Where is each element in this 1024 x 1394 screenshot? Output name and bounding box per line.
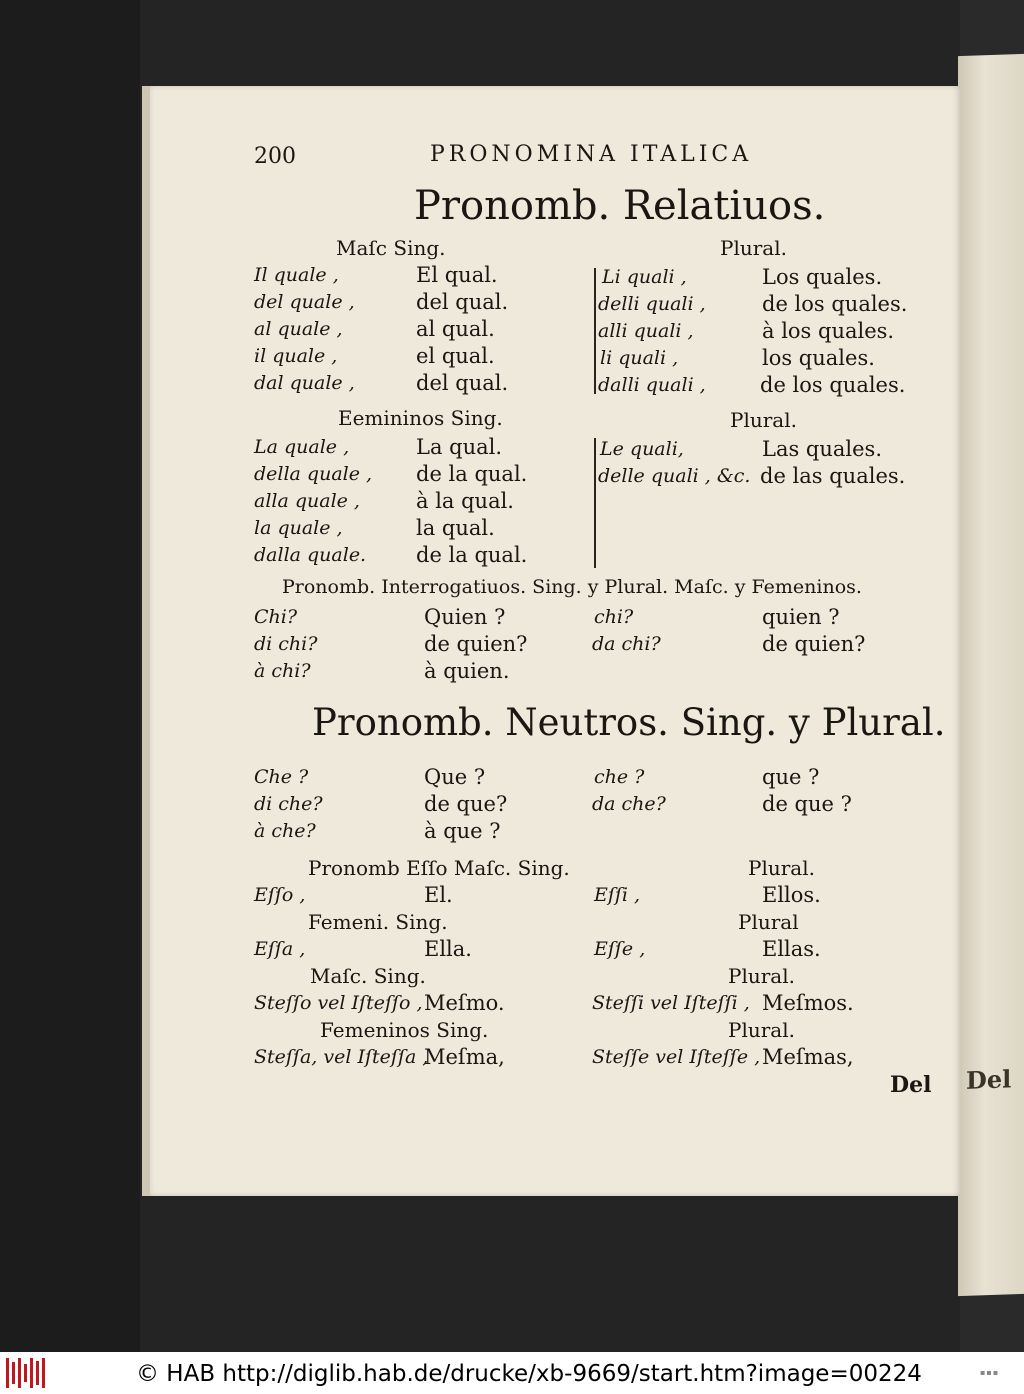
list-item-it: alli quali , [598,320,694,342]
list-item-es: que ? [762,765,820,789]
list-item-it: dalli quali , [598,374,706,396]
stesso-es: Meſmo. [424,991,505,1015]
essa-label: Femeni. Sing. [308,910,448,934]
column-rule [594,268,596,394]
list-item-it: delli quali , [598,293,706,315]
list-item-it: à chi? [254,660,311,682]
stessa-es: Meſma, [424,1045,505,1069]
masc-sing-label: Maſc Sing. [336,236,446,260]
list-item-es: de la qual. [416,543,528,567]
list-item-es: à la qual. [416,489,514,513]
list-item-it: La quale , [254,436,350,458]
list-item-es: quien ? [762,605,840,629]
page-edge [142,86,150,1196]
stessa-label: Femeninos Sing. [320,1018,489,1042]
list-item-it: alla quale , [254,490,360,512]
stessa-it: Steſſa, vel Iſteſſa , [254,1046,429,1068]
list-item-it: Li quali , [602,266,687,288]
list-item-it: chi? [594,606,634,628]
relativos-title: Pronomb. Relatiuos. [414,183,826,229]
list-item-es: à los quales. [762,319,895,343]
list-item-it: dal quale , [254,372,355,394]
list-item-it: Chi? [254,606,298,628]
footer-mark: ▪▪▪ [980,1368,1000,1377]
esse-it: Eſſe , [594,938,646,960]
stesse-it: Steſſe vel Iſteſſe , [592,1046,761,1068]
list-item-it: li quali , [600,347,679,369]
essa-plural-label: Plural [738,910,799,934]
list-item-it: Che ? [254,766,309,788]
hab-logo-icon [6,1358,46,1388]
stessa-plural-label: Plural. [728,1018,795,1042]
book-page [142,86,960,1196]
essi-es: Ellos. [762,883,821,907]
list-item-es: Los quales. [762,265,883,289]
list-item-it: al quale , [254,318,343,340]
esso-label: Pronomb Eſſo Maſc. Sing. [308,856,570,880]
list-item-es: del qual. [416,290,509,314]
esse-es: Ellas. [762,937,821,961]
list-item-es: de los quales. [762,292,908,316]
stessi-it: Steſſi vel Iſteſſi , [592,992,750,1014]
list-item-es: del qual. [416,371,509,395]
list-item-es: de quien? [424,632,528,656]
list-item-es: de que? [424,792,508,816]
stesso-it: Steſſo vel Iſteſſo , [254,992,423,1014]
esso-es: El. [424,883,453,907]
list-item-it: del quale , [254,291,355,313]
stesso-label: Maſc. Sing. [310,964,426,988]
list-item-it: dalla quale. [254,544,367,566]
esso-plural-label: Plural. [748,856,815,880]
list-item-es: de los quales. [760,373,906,397]
list-item-es: al qual. [416,317,495,341]
list-item-it: Il quale , [254,264,339,286]
catchword: Del [890,1072,932,1098]
scan-background-left [0,0,140,1352]
copyright-url[interactable]: © HAB http://diglib.hab.de/drucke/xb-9669/start.htm?image=00224 [136,1361,922,1387]
list-item-it: da che? [592,793,666,815]
list-item-es: de que ? [762,792,852,816]
page-number: 200 [254,144,296,169]
list-item-es: Quien ? [424,605,506,629]
list-item-es: de quien? [762,632,866,656]
essa-it: Eſſa , [254,938,306,960]
column-rule [594,438,596,568]
list-item-es: à quien. [424,659,510,683]
list-item-it: la quale , [254,517,343,539]
masc-plural-label: Plural. [720,236,787,260]
list-item-es: el qual. [416,344,495,368]
list-item-es: La qual. [416,435,503,459]
stesso-plural-label: Plural. [728,964,795,988]
esso-it: Eſſo , [254,884,306,906]
fem-plural-label: Plural. [730,408,797,432]
footer-bar [0,1352,1024,1394]
running-title: PRONOMINA ITALICA [430,142,753,167]
interrogativos-title: Pronomb. Interrogatiuos. Sing. y Plural. Maſc. y Femeninos. [282,576,862,598]
essi-it: Eſſi , [594,884,641,906]
list-item-es: à que ? [424,819,501,843]
list-item-es: El qual. [416,263,498,287]
list-item-es: los quales. [762,346,875,370]
neutros-title: Pronomb. Neutros. Sing. y Plural. [312,701,946,744]
list-item-es: la qual. [416,516,495,540]
list-item-es: Las quales. [762,437,883,461]
essa-es: Ella. [424,937,472,961]
list-item-it: Le quali, [600,438,684,460]
list-item-it: da chi? [592,633,661,655]
list-item-es: Que ? [424,765,486,789]
list-item-it: della quale , [254,463,373,485]
list-item-it: che ? [594,766,645,788]
list-item-it: à che? [254,820,316,842]
list-item-it: di che? [254,793,323,815]
adjacent-page [958,54,1024,1296]
stessi-es: Meſmos. [762,991,854,1015]
fem-sing-label: Eemininos Sing. [338,406,503,430]
list-item-es: de las quales. [760,464,906,488]
list-item-it: delle quali , &c. [598,465,751,487]
list-item-es: de la qual. [416,462,528,486]
adjacent-page-fragment: Del [966,1064,1012,1095]
stesse-es: Meſmas, [762,1045,854,1069]
list-item-it: di chi? [254,633,318,655]
list-item-it: il quale , [254,345,338,367]
